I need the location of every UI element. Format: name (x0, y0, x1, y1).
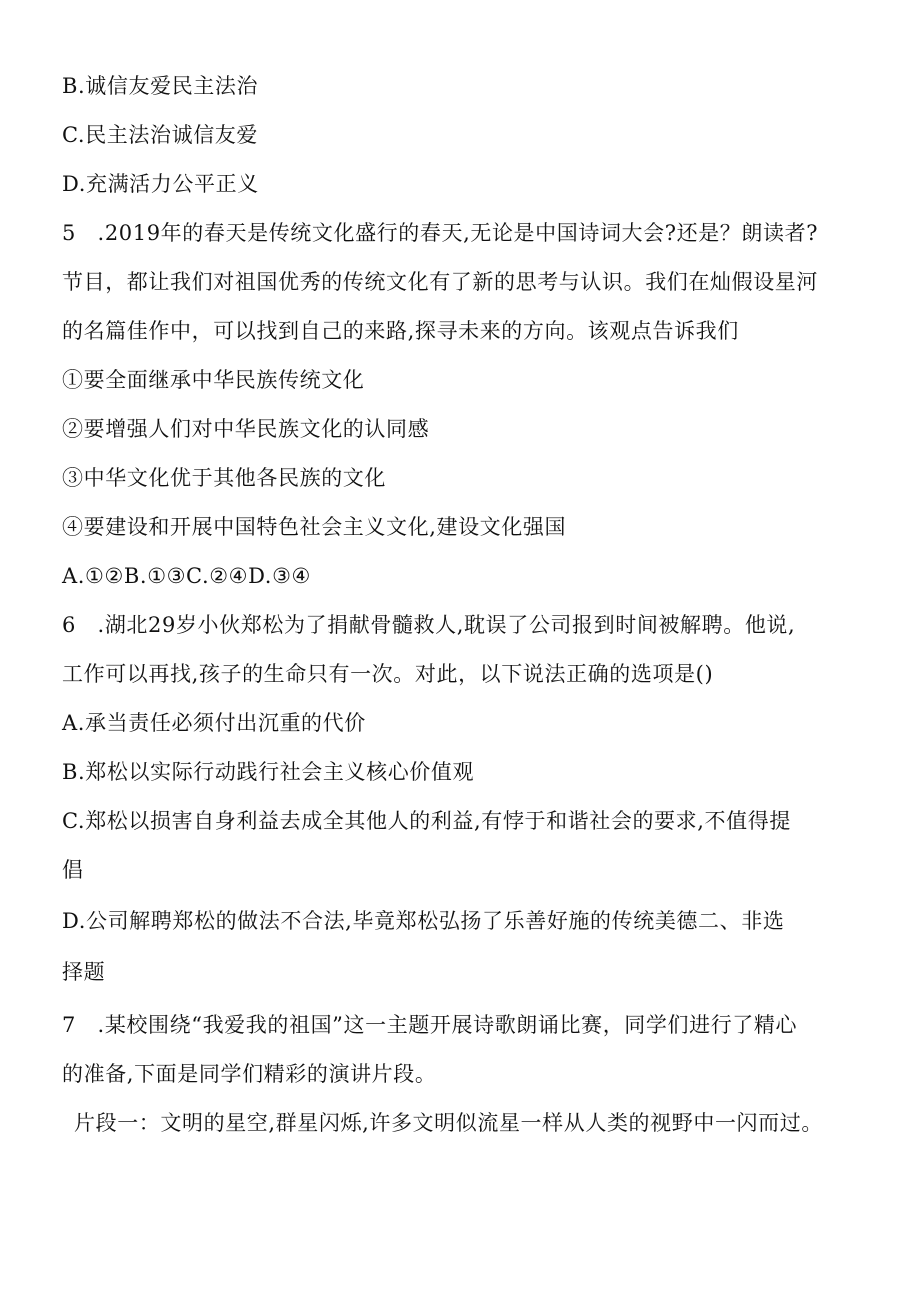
q6-option-c-line-2: 倡 (62, 858, 84, 882)
q5-stem-line-2: 节目，都让我们对祖国优秀的传统文化有了新的思考与认识。我们在灿假设星河 (62, 270, 818, 294)
q6-option-a: A.承当责任必须付出沉重的代价 (62, 711, 366, 735)
q6-stem-line-1: 6 .湖北29岁小伙郑松为了捐献骨髓救人,耽误了公司报到时间被解聘。他说, (62, 613, 796, 637)
q7-fragment-1: 片段一：文明的星空,群星闪烁,许多文明似流星一样从人类的视野中一闪而过。 (74, 1111, 823, 1135)
q4-option-d: D.充满活力公平正义 (62, 172, 259, 196)
q6-option-c-line-1: C.郑松以损害自身利益去成全其他人的利益,有悖于和谐社会的要求,不值得提 (62, 809, 791, 833)
q5-options: A.①②B.①③C.②④D.③④ (62, 564, 311, 588)
q5-item-1: ①要全面继承中华民族传统文化 (62, 368, 365, 392)
q7-stem-line-2: 的准备,下面是同学们精彩的演讲片段。 (62, 1062, 437, 1086)
q4-option-b: B.诚信友爱民主法治 (62, 74, 259, 98)
q6-option-d-line-2: 择题 (62, 960, 106, 984)
q5-item-4: ④要建设和开展中国特色社会主义文化,建设文化强国 (62, 515, 567, 539)
q5-stem-line-3: 的名篇佳作中，可以找到自己的来路,探寻未来的方向。该观点告诉我们 (62, 319, 739, 343)
q4-option-c: C.民主法治诚信友爱 (62, 123, 258, 147)
q6-option-b: B.郑松以实际行动践行社会主义核心价值观 (62, 760, 475, 784)
q5-item-3: ③中华文化优于其他各民族的文化 (62, 466, 386, 490)
q6-option-d-line-1: D.公司解聘郑松的做法不合法,毕竟郑松弘扬了乐善好施的传统美德二、非选 (62, 909, 785, 933)
q5-item-2: ②要增强人们对中华民族文化的认同感 (62, 417, 430, 441)
q7-stem-line-1: 7 .某校围绕“我爱我的祖国”这一主题开展诗歌朗诵比赛，同学们进行了精心 (62, 1013, 798, 1037)
q5-stem-line-1: 5 .2019年的春天是传统文化盛行的春天,无论是中国诗词大会?还是？朗读者? (62, 221, 819, 245)
q6-stem-line-2: 工作可以再找,孩子的生命只有一次。对此，以下说法正确的选项是() (62, 662, 714, 686)
